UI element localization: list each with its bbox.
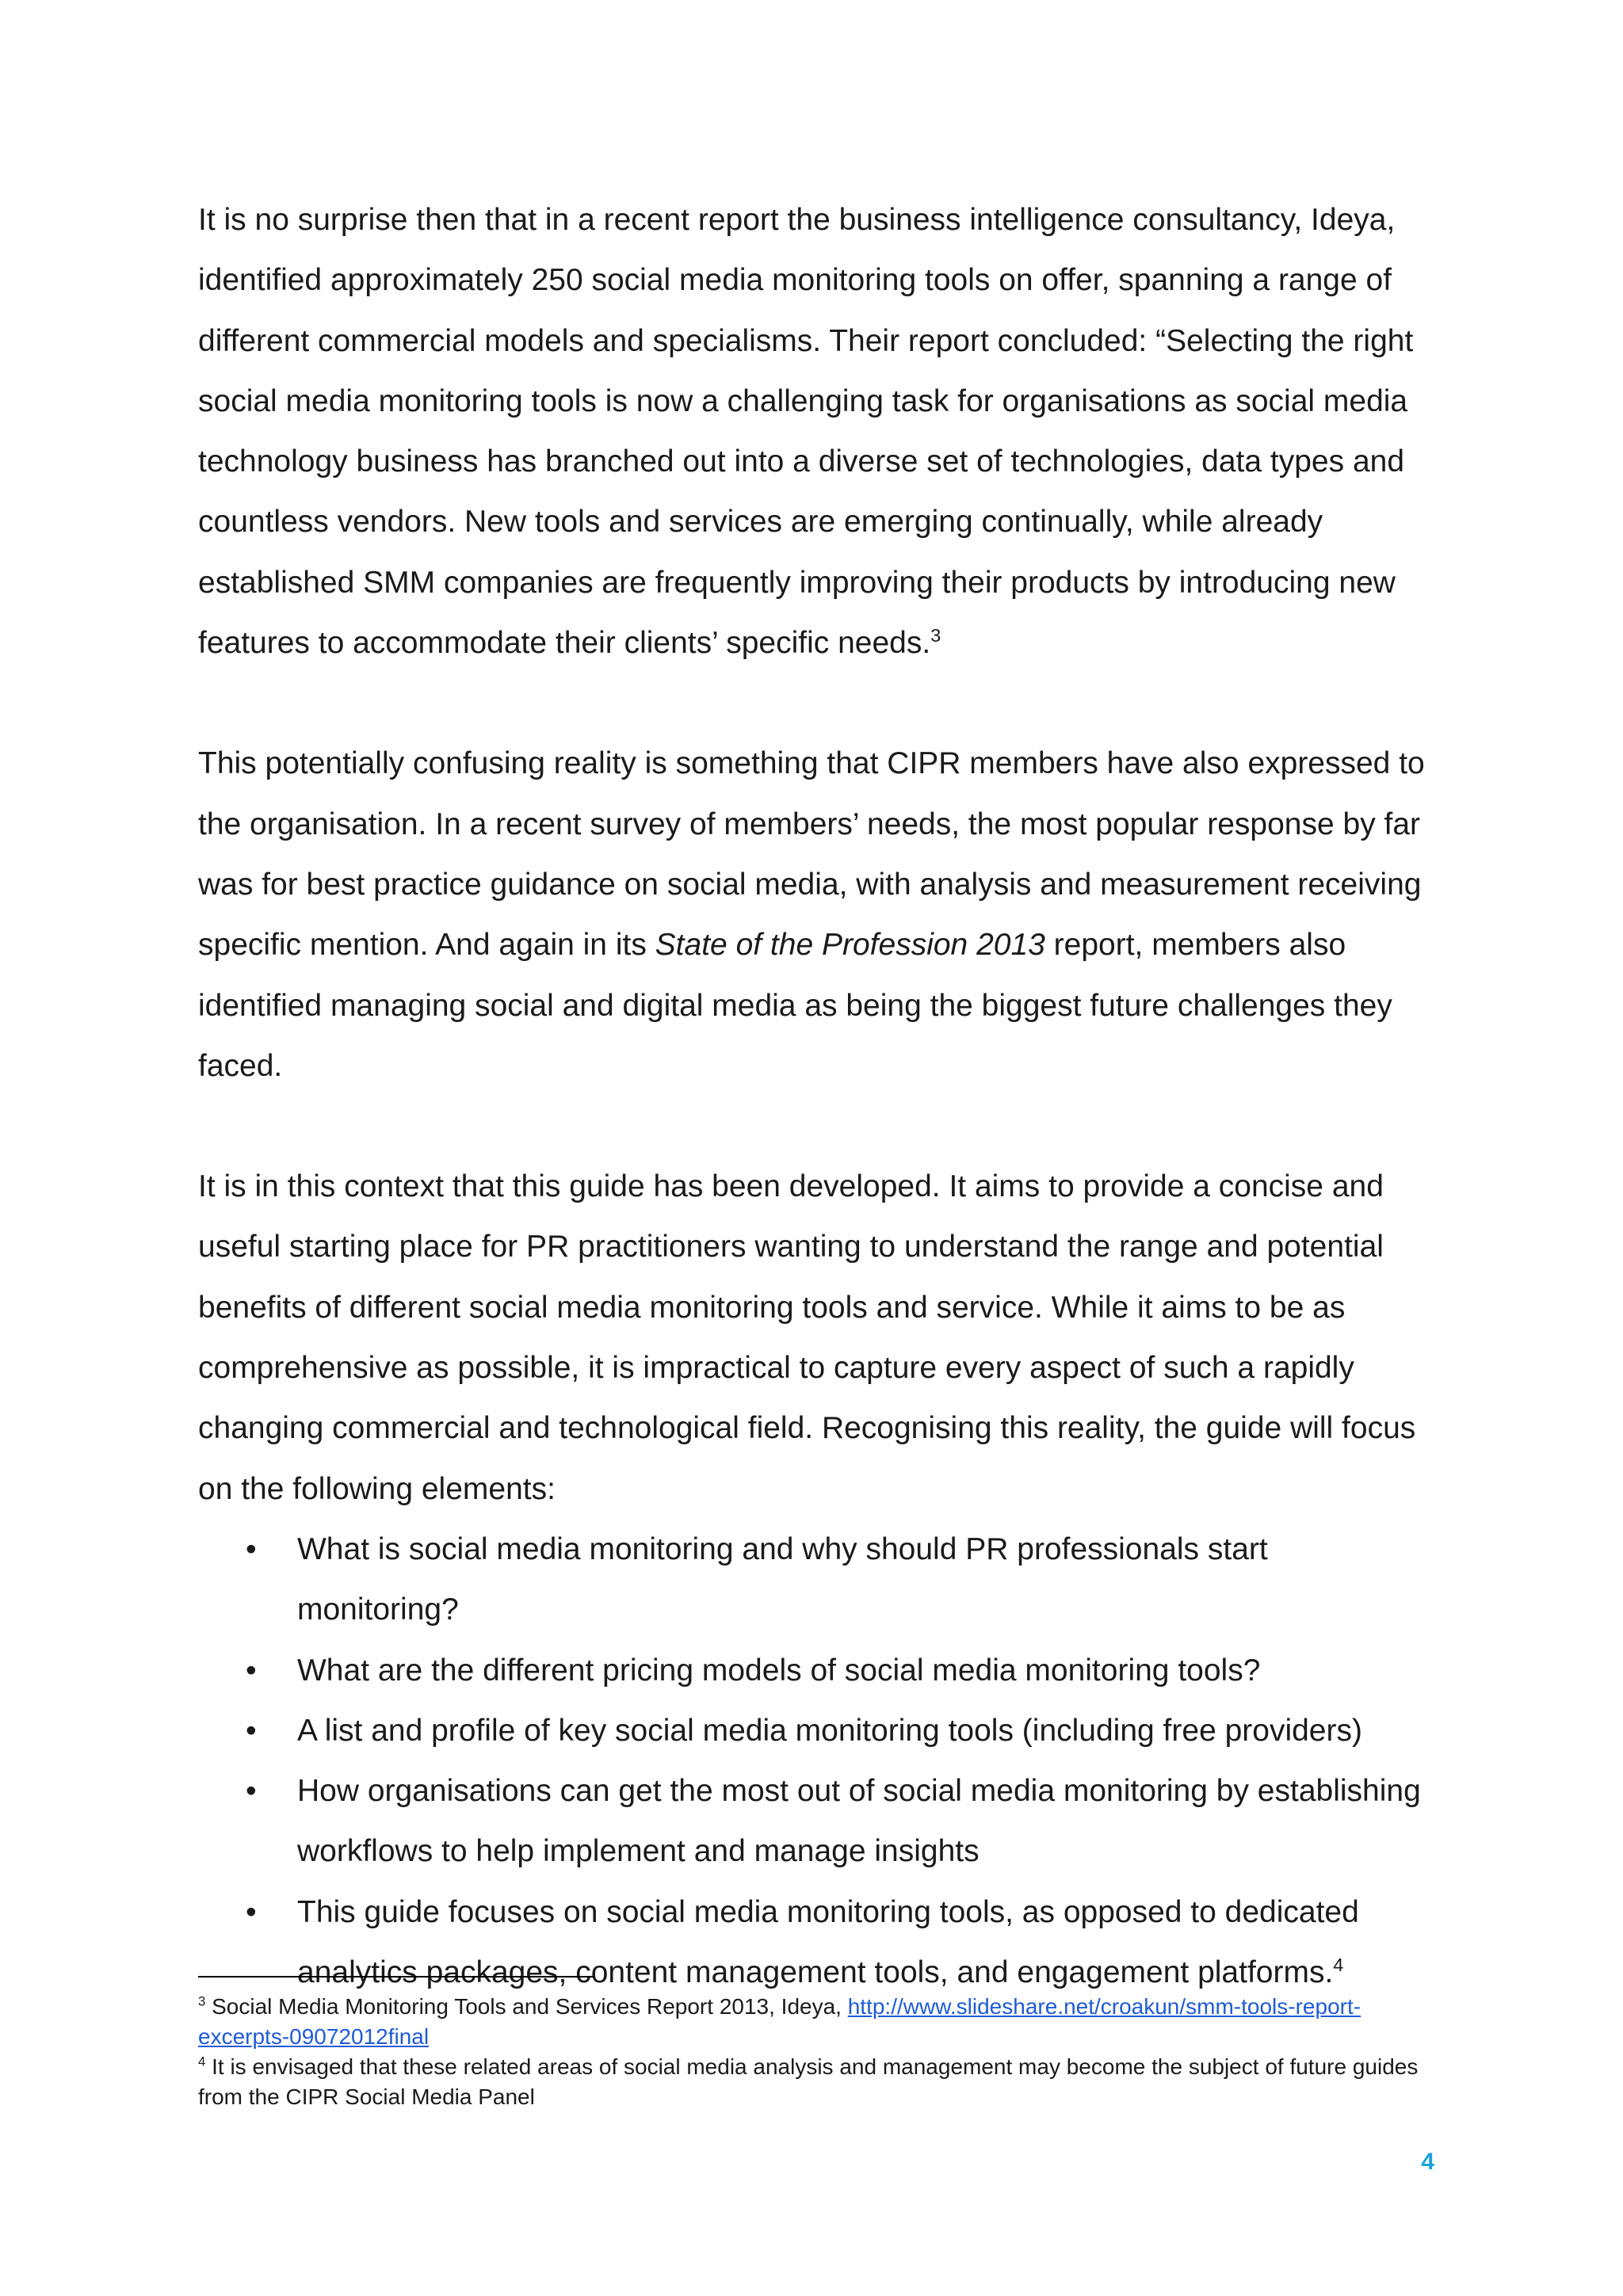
paragraph-2-text-b: report, members also identified managing social and digital media as being the biggest future challenges they faced. <box>198 928 1392 1083</box>
paragraph-gap <box>198 1097 1434 1157</box>
body-text <box>198 190 1434 2003</box>
footnotes <box>198 1992 1434 2112</box>
list-item <box>198 1761 1434 1882</box>
bullet-icon: • <box>246 1653 257 1688</box>
paragraph-1-text: It is no surprise then that in a recent report the business intelligence consultancy, Ideya, identified approximately 250 social media monitoring tools on offer, spanning a range of different commercial models and specialisms. Their report concluded: “Selecting the right social media monitoring tools is now a challenging task for organisations as social media technology business has branched out into a diverse set of technologies, data types and countless vendors. New tools and services are emerging continually, while already established SMM companies are frequently improving their products by introducing new features to accommodate their clients’ specific needs. <box>198 203 1414 661</box>
footnote-number: 3 <box>198 1993 206 2009</box>
footnote-number: 4 <box>198 2054 206 2069</box>
list-item-text: What is social media monitoring and why should PR professionals start monitoring? <box>297 1531 1268 1627</box>
focus-elements-list <box>198 1520 1434 2003</box>
bullet-icon: • <box>246 1894 257 1929</box>
bullet-icon: • <box>246 1531 257 1566</box>
list-item-text: What are the different pricing models of social media monitoring tools? <box>297 1653 1261 1688</box>
page-number: 4 <box>1421 2149 1434 2175</box>
paragraph-2-text-a: This potentially confusing reality is something that CIPR members have also expressed to the organisation. In a recent survey of members’ needs, the most popular response by far was for best practice guidance on social media, with analysis and measurement receiving specific mention. And again in its <box>198 746 1425 963</box>
bullet-icon: • <box>246 1774 257 1809</box>
list-item <box>198 1520 1434 1641</box>
footnote-separator <box>198 1976 594 1978</box>
footnote-text: It is envisaged that these related areas of social media analysis and management may become the subject of future guides from the CIPR Social Media Panel <box>198 2054 1419 2109</box>
list-item <box>198 1701 1434 1761</box>
list-item-text: A list and profile of key social media monitoring tools (including free providers) <box>297 1713 1362 1748</box>
list-item <box>198 1641 1434 1701</box>
footnote-ref-3[interactable]: 3 <box>930 625 941 646</box>
footnote-ref-4[interactable]: 4 <box>1333 1955 1344 1976</box>
paragraph-gap <box>198 673 1434 734</box>
list-item-text: How organisations can get the most out of social media monitoring by establishing workflows to help implement and manage insights <box>297 1774 1421 1869</box>
report-title-italic: State of the Profession 2013 <box>655 928 1045 963</box>
footnote-text: Social Media Monitoring Tools and Services Report 2013, Ideya, <box>205 1994 848 2019</box>
list-item-text: This guide focuses on social media monitoring tools, as opposed to dedicated analytics packages, content management tools, and engagement platforms. <box>297 1894 1359 1990</box>
list-item <box>198 1882 1434 2004</box>
slideshare-link[interactable]: http://www.slideshare.net/croakun/smm-tools-report-excerpts-09072012final <box>198 1994 1361 2049</box>
paragraph-guide-context: It is in this context that this guide has been developed. It aims to provide a concise and useful starting place for PR practitioners wanting to understand the range and potential benefits of different social media monitoring tools and service. While it aims to be as comprehensive as possible, it is impractical to capture every aspect of such a rapidly changing commercial and technological field. Recognising this reality, the guide will focus on the following elements: <box>198 1169 1416 1506</box>
paragraph-ideya-report <box>198 190 1434 673</box>
footnote-4 <box>198 2052 1434 2112</box>
paragraph-cipr-members <box>198 734 1434 1097</box>
footnote-3 <box>198 1992 1434 2052</box>
bullet-icon: • <box>246 1713 257 1748</box>
